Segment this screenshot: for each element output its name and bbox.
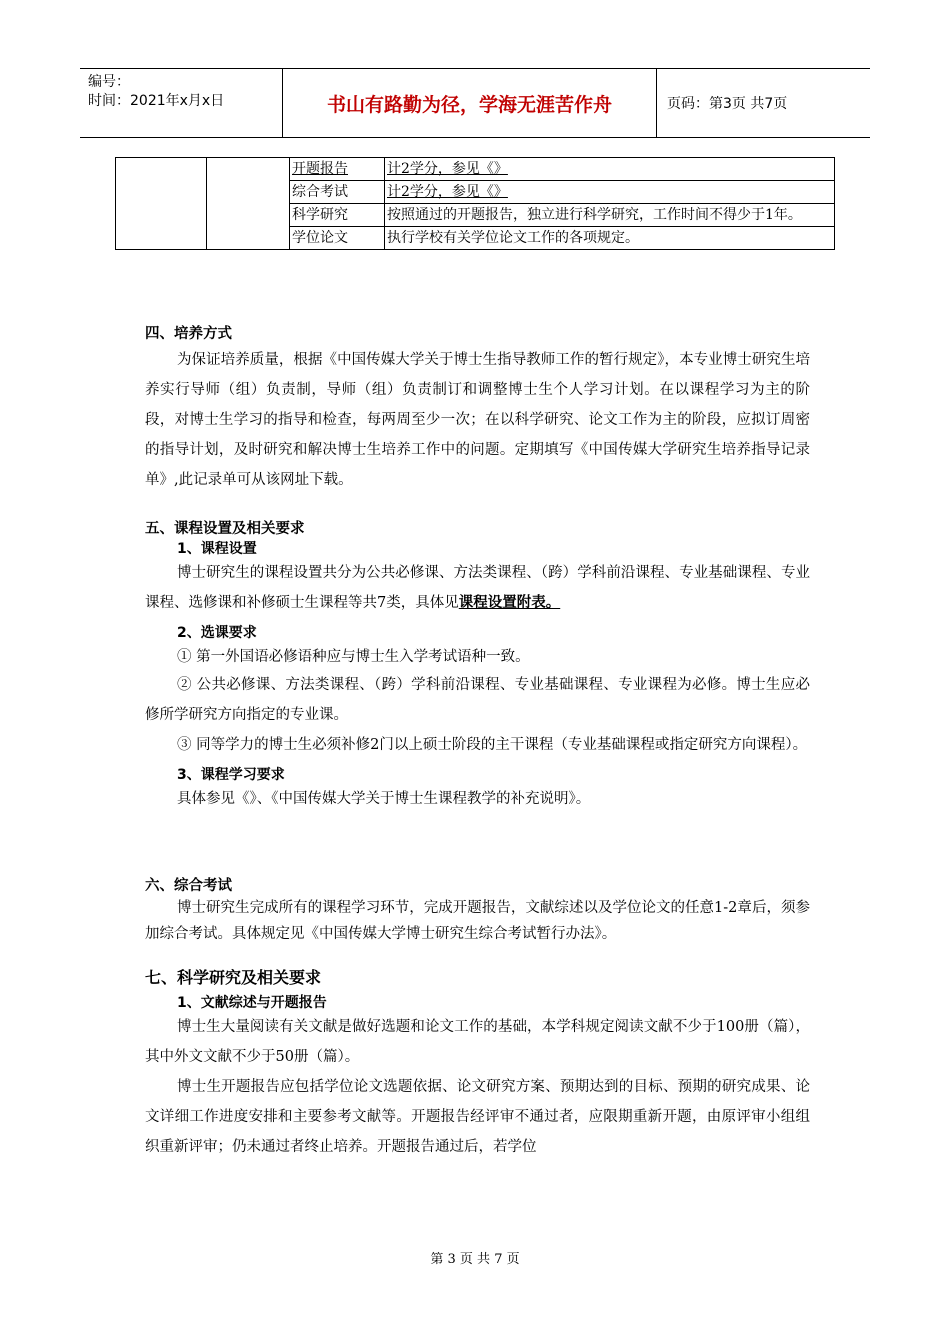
paragraph — [145, 558, 810, 618]
subsection-title: 1、文献综述与开题报告 — [177, 995, 327, 1011]
table-cell-item: 开题报告 — [290, 158, 385, 181]
header-motto: 书山有路勤为径，学海无涯苦作舟 — [283, 69, 657, 137]
course-table-link[interactable]: 课程设置附表。 — [458, 595, 561, 611]
section-title: 五、课程设置及相关要求 — [145, 521, 305, 537]
table-cell-desc: 计2学分，参见《》 — [385, 181, 835, 204]
header-date: 时间：2021年x月x日 — [88, 93, 225, 109]
paragraph: 博士生大量阅读有关文献是做好选题和论文工作的基础，本学科规定阅读文献不少于100册（篇），其中外文文献不少于50册（篇）。 — [145, 1019, 810, 1065]
list-item: ② 公共必修课、方法类课程、（跨）学科前沿课程、专业基础课程、专业课程为必修。博士生应必修所学研究方向指定的专业课。 — [145, 677, 810, 723]
requirements-table — [115, 157, 835, 250]
section-title: 六、综合考试 — [145, 878, 232, 894]
subsection-title: 1、课程设置 — [177, 541, 257, 557]
header-page-number: 页码：第3页 共7页 — [667, 96, 788, 112]
table-cell-desc: 按照通过的开题报告，独立进行科学研究，工作时间不得少于1年。 — [385, 204, 835, 227]
table-cell-empty — [116, 158, 207, 250]
page-footer: 第 3 页 共 7 页 — [430, 1252, 520, 1267]
table-cell-desc: 执行学校有关学位论文工作的各项规定。 — [385, 227, 835, 250]
page-header — [80, 68, 870, 138]
document-body — [145, 318, 810, 1162]
subsection-title: 2、选课要求 — [177, 625, 257, 641]
section-title: 七、科学研究及相关要求 — [145, 968, 322, 987]
header-meta — [80, 69, 283, 137]
section-title: 四、培养方式 — [145, 326, 232, 342]
paragraph-text: 博士研究生的课程设置共分为公共必修课、方法类课程、（跨）学科前沿课程、专业基础课程、专业课程、选修课和补修硕士生课程等共7类，具体见 — [145, 565, 810, 611]
table-cell-item: 科学研究 — [290, 204, 385, 227]
subsection-title: 3、课程学习要求 — [177, 767, 285, 783]
paragraph: 博士生开题报告应包括学位论文选题依据、论文研究方案、预期达到的目标、预期的研究成果、论文详细工作进度安排和主要参考文献等。开题报告经评审不通过者，应限期重新开题，由原评审小组组织重新评审；仍未通过者终止培养。开题报告通过后，若学位 — [145, 1079, 810, 1155]
header-number: 编号： — [88, 74, 130, 90]
paragraph: 具体参见《》、《中国传媒大学关于博士生课程教学的补充说明》。 — [177, 791, 591, 807]
table-cell-item: 学位论文 — [290, 227, 385, 250]
paragraph: 为保证培养质量，根据《中国传媒大学关于博士生指导教师工作的暂行规定》，本专业博士研究生培养实行导师（组）负责制，导师（组）负责制订和调整博士生个人学习计划。在以课程学习为主的阶段，对博士生学习的指导和检查，每两周至少一次；在以科学研究、论文工作为主的阶段，应拟订周密的指导计划，及时研究和解决博士生培养工作中的问题。定期填写《中国传媒大学研究生培养指导记录单》,此记录单可从该网址下载。 — [145, 352, 810, 488]
table-cell-empty — [207, 158, 290, 250]
paragraph: 博士研究生完成所有的课程学习环节，完成开题报告，文献综述以及学位论文的任意1-2章后，须参加综合考试。具体规定见《中国传媒大学博士研究生综合考试暂行办法》。 — [145, 900, 810, 942]
table-cell-item: 综合考试 — [290, 181, 385, 204]
list-item: ① 第一外国语必修语种应与博士生入学考试语种一致。 — [177, 649, 530, 665]
table-cell-desc: 计2学分，参见《》 — [385, 158, 835, 181]
table-row — [116, 158, 835, 181]
list-item: ③ 同等学力的博士生必须补修2门以上硕士阶段的主干课程（专业基础课程或指定研究方向课程）。 — [177, 737, 808, 753]
